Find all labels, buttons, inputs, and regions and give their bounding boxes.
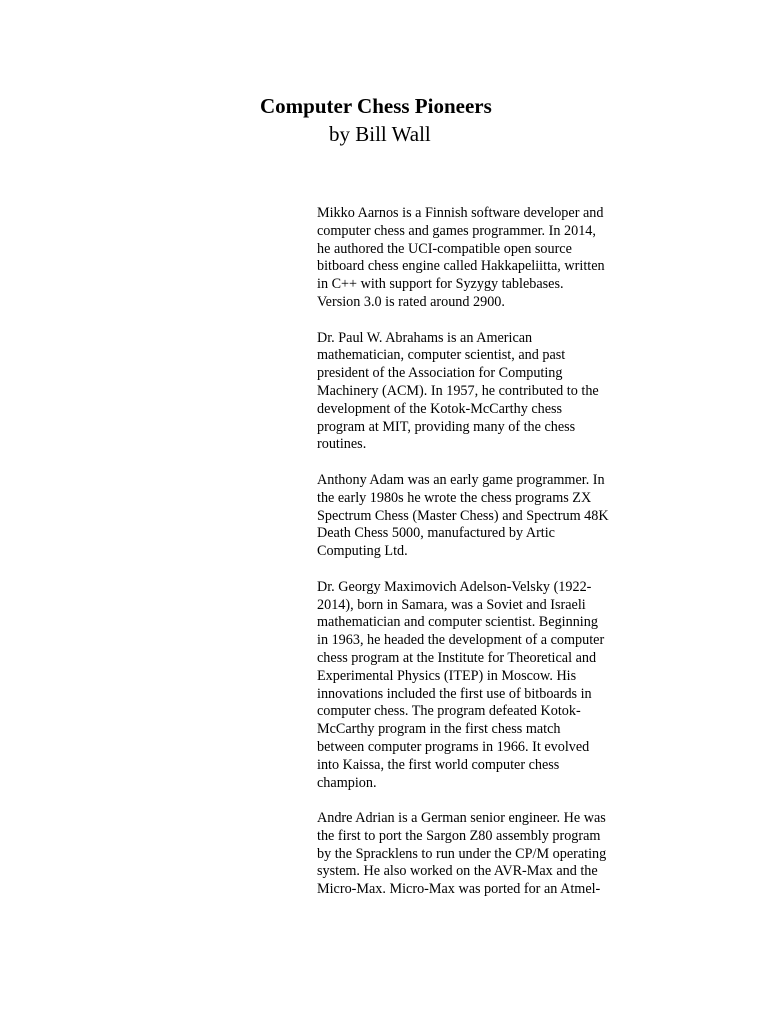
- paragraph-line: mathematician and computer scientist. Beginning: [317, 614, 598, 631]
- article-paragraph: [317, 472, 635, 561]
- paragraph-line: routines.: [317, 436, 367, 453]
- paragraph-line: Dr. Paul W. Abrahams is an American: [317, 329, 533, 346]
- paragraph-line: McCarthy program in the first chess match: [317, 721, 561, 738]
- paragraph-line: computer chess and games programmer. In 2014,: [317, 222, 596, 239]
- page-title: Computer Chess Pioneers: [260, 94, 492, 118]
- paragraph-line: he authored the UCI-compatible open source: [317, 240, 572, 257]
- article-paragraph: [317, 810, 635, 899]
- paragraph-line: 2014), born in Samara, was a Soviet and Israeli: [317, 596, 586, 613]
- article-paragraph: [317, 205, 635, 312]
- article-body: [317, 205, 635, 917]
- paragraph-line: Spectrum Chess (Master Chess) and Spectrum 48K: [317, 507, 609, 524]
- paragraph-line: Machinery (ACM). In 1957, he contributed to the: [317, 382, 599, 399]
- paragraph-line: in 1963, he headed the development of a computer: [317, 632, 605, 649]
- article-paragraph: [317, 330, 635, 455]
- paragraph-line: the early 1980s he wrote the chess programs ZX: [317, 489, 592, 506]
- paragraph-line: Andre Adrian is a German senior engineer. He was: [317, 810, 606, 827]
- paragraph-line: champion.: [317, 774, 377, 791]
- paragraph-line: mathematician, computer scientist, and past: [317, 347, 566, 364]
- paragraph-line: program at MIT, providing many of the chess: [317, 418, 576, 435]
- paragraph-line: Experimental Physics (ITEP) in Moscow. His: [317, 667, 577, 684]
- paragraph-line: in C++ with support for Syzygy tablebases.: [317, 276, 564, 293]
- paragraph-line: Anthony Adam was an early game programmer. In: [317, 471, 605, 488]
- paragraph-line: development of the Kotok-McCarthy chess: [317, 400, 563, 417]
- paragraph-line: by the Spracklens to run under the CP/M operating: [317, 845, 607, 862]
- paragraph-line: system. He also worked on the AVR-Max and the: [317, 863, 598, 880]
- paragraph-line: computer chess. The program defeated Kotok-: [317, 703, 581, 720]
- paragraph-line: president of the Association for Computing: [317, 365, 563, 382]
- paragraph-line: bitboard chess engine called Hakkapeliitta, written: [317, 258, 605, 275]
- paragraph-line: the first to port the Sargon Z80 assembly program: [317, 827, 601, 844]
- paragraph-line: Micro-Max. Micro-Max was ported for an Atmel-: [317, 881, 601, 898]
- paragraph-line: into Kaissa, the first world computer chess: [317, 756, 560, 773]
- paragraph-line: chess program at the Institute for Theoretical and: [317, 649, 597, 666]
- paragraph-line: Version 3.0 is rated around 2900.: [317, 293, 505, 310]
- paragraph-line: Computing Ltd.: [317, 543, 408, 560]
- author-byline: by Bill Wall: [329, 122, 431, 146]
- paragraph-line: Mikko Aarnos is a Finnish software developer and: [317, 205, 604, 221]
- paragraph-line: Death Chess 5000, manufactured by Artic: [317, 525, 555, 542]
- paragraph-line: between computer programs in 1966. It evolved: [317, 738, 590, 755]
- article-paragraph: [317, 579, 635, 793]
- paragraph-line: Dr. Georgy Maximovich Adelson-Velsky (1922-: [317, 578, 592, 595]
- paragraph-line: innovations included the first use of bitboards in: [317, 685, 592, 702]
